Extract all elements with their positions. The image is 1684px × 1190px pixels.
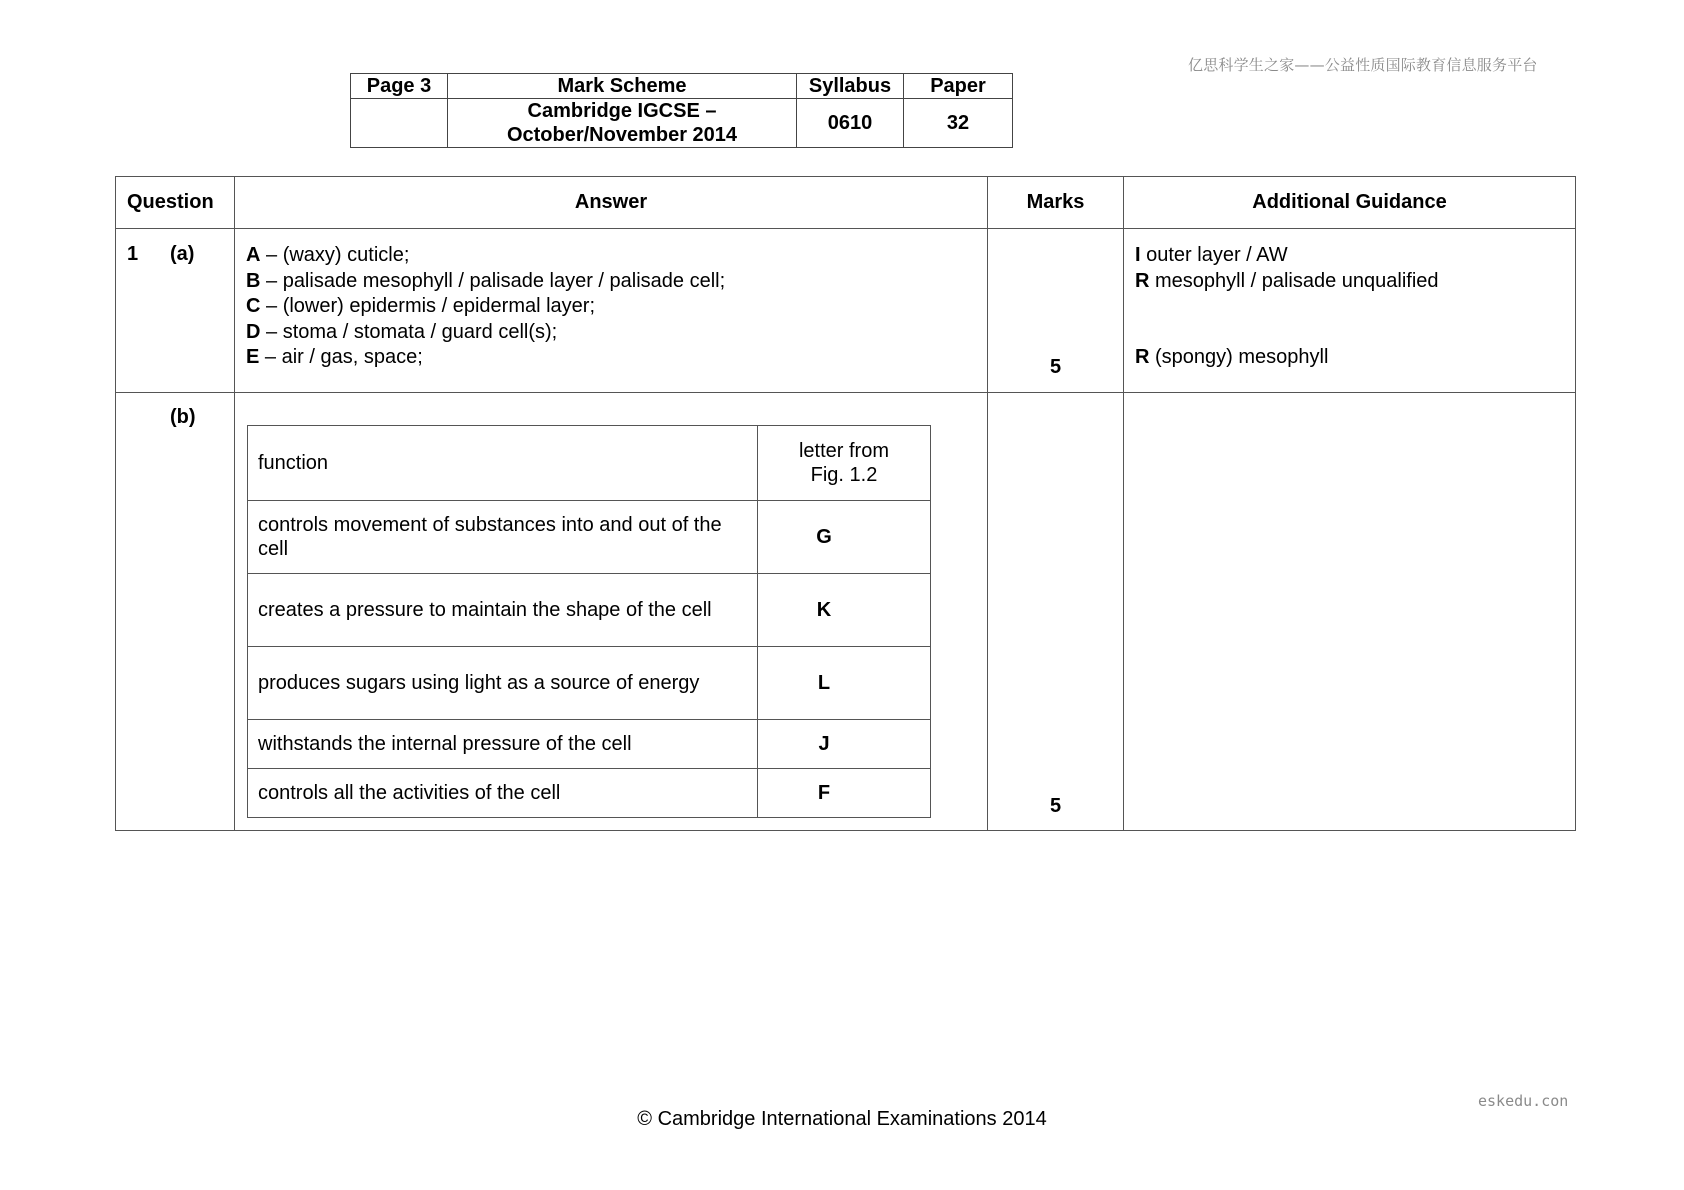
letter-value: L xyxy=(758,647,931,720)
letter-header: letter from Fig. 1.2 xyxy=(758,426,931,501)
answer-line: D – stoma / stomata / guard cell(s); xyxy=(246,320,558,343)
function-row xyxy=(248,574,931,647)
question-cell-1b xyxy=(116,393,235,831)
paper-code: 32 xyxy=(904,99,1013,148)
question-row-1a xyxy=(116,229,1576,393)
question-part-b: (b) xyxy=(170,406,196,428)
question-cell-1a xyxy=(116,229,235,393)
marks-cell-1a xyxy=(988,229,1124,393)
syllabus-label: Syllabus xyxy=(797,74,904,99)
watermark-top: 亿思科学生之家——公益性质国际教育信息服务平台 xyxy=(1188,56,1538,74)
column-guidance: Additional Guidance xyxy=(1124,177,1576,229)
marks-value-1b: 5 xyxy=(1049,795,1062,817)
answer-line: E – air / gas, space; xyxy=(246,346,423,368)
copyright-footer: © Cambridge International Examinations 2014 xyxy=(637,1108,1047,1130)
question-row-1b xyxy=(116,393,1576,831)
column-marks: Marks xyxy=(988,177,1124,229)
function-text: creates a pressure to maintain the shape of the cell xyxy=(248,574,758,647)
question-part-a: (a) xyxy=(170,243,195,265)
letter-value: K xyxy=(758,574,931,647)
header-subtitle: Cambridge IGCSE – October/November 2014 xyxy=(448,99,797,148)
guidance-line: I outer layer / AW xyxy=(1135,244,1288,266)
letter-value: G xyxy=(758,501,931,574)
answer-line: A – (waxy) cuticle; xyxy=(246,244,410,266)
column-answer: Answer xyxy=(235,177,988,229)
function-header: function xyxy=(248,426,758,501)
mark-scheme-table xyxy=(115,176,1576,831)
guidance-line: R mesophyll / palisade unqualified xyxy=(1135,269,1439,292)
answer-line: C – (lower) epidermis / epidermal layer; xyxy=(246,295,596,317)
guidance-cell-1a xyxy=(1124,229,1576,393)
guidance-line: R (spongy) mesophyll xyxy=(1135,346,1329,368)
header-empty-cell xyxy=(351,99,448,148)
function-row xyxy=(248,647,931,720)
answer-cell-1b xyxy=(235,393,988,831)
question-number: 1 xyxy=(127,243,139,265)
column-question: Question xyxy=(116,177,235,229)
answer-line: B – palisade mesophyll / palisade layer / palisade cell; xyxy=(246,269,726,292)
answer-cell-1a xyxy=(235,229,988,393)
syllabus-code: 0610 xyxy=(797,99,904,148)
letter-value: F xyxy=(758,769,931,818)
marks-cell-1b xyxy=(988,393,1124,831)
function-text: produces sugars using light as a source of energy xyxy=(248,647,758,720)
marks-value-1a: 5 xyxy=(1049,356,1062,378)
function-row xyxy=(248,720,931,769)
letter-value: J xyxy=(758,720,931,769)
guidance-cell-1b xyxy=(1124,393,1576,831)
function-table-header xyxy=(248,426,931,501)
function-text: withstands the internal pressure of the cell xyxy=(248,720,758,769)
paper-label: Paper xyxy=(904,74,1013,99)
function-text: controls movement of substances into and out of the cell xyxy=(248,501,758,574)
watermark-bottom: eskedu.con xyxy=(1478,1092,1569,1110)
page-number: Page 3 xyxy=(351,74,448,99)
header-title: Mark Scheme xyxy=(448,74,797,99)
function-row xyxy=(248,769,931,818)
function-text: controls all the activities of the cell xyxy=(248,769,758,818)
header-table xyxy=(350,73,1013,148)
function-row xyxy=(248,501,931,574)
function-letter-table xyxy=(247,425,931,818)
